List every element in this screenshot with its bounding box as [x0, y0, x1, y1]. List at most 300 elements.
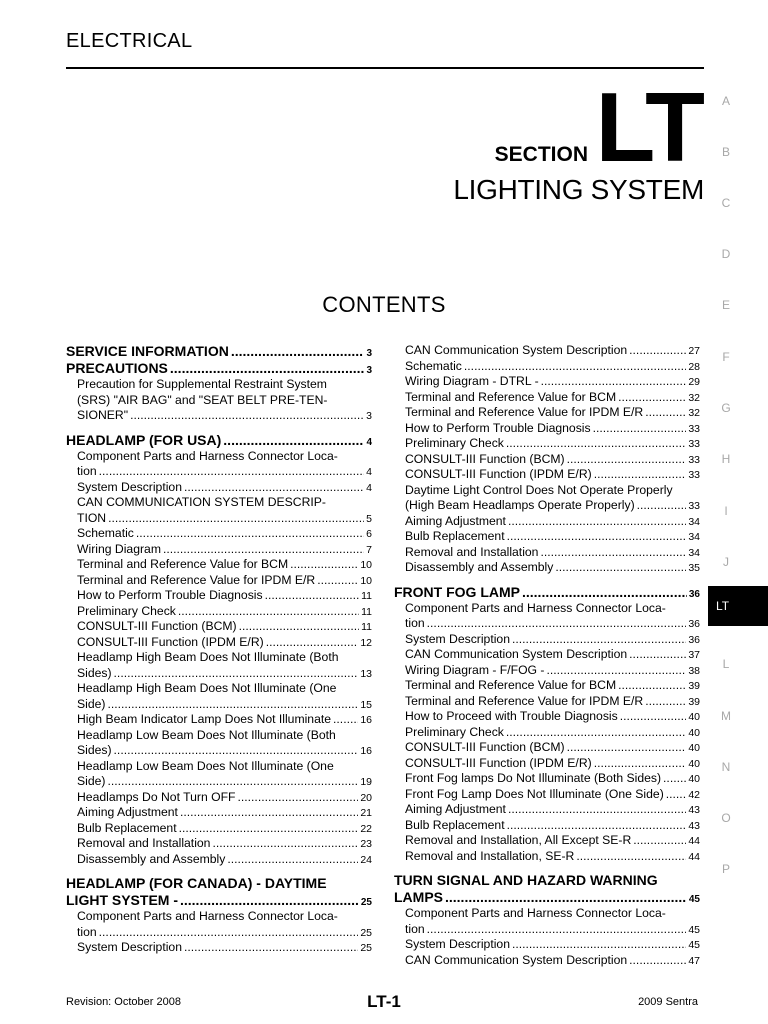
toc-page-number: 19 [360, 776, 372, 788]
toc-entry-line[interactable] [77, 852, 372, 868]
dot-leader [212, 836, 358, 852]
dot-leader [99, 925, 359, 941]
toc-heading-line[interactable] [66, 360, 372, 377]
dot-leader [333, 712, 358, 728]
toc-page-number: 40 [688, 711, 700, 723]
section-code: LT [595, 72, 702, 182]
toc-entry-line[interactable] [77, 821, 372, 837]
toc-page-number: 32 [688, 391, 700, 404]
toc-page-number: 33 [688, 469, 700, 481]
toc-entry-line[interactable] [77, 774, 372, 790]
toc-entry-line[interactable] [77, 377, 372, 393]
toc-entry-text: Aiming Adjustment [77, 805, 178, 819]
toc-entry-line[interactable] [77, 588, 372, 604]
toc-entry-text: CONSULT-III Function (IPDM E/R) [77, 634, 264, 649]
toc-page-number: 45 [688, 894, 700, 905]
toc-entry-text: Preliminary Check [405, 724, 504, 739]
toc-entry-text: TION [77, 510, 107, 525]
footer-revision: Revision: October 2008 [66, 996, 181, 1008]
dot-leader [99, 464, 365, 480]
toc-entry-text: Component Parts and Harness Connector Loca- [405, 600, 666, 615]
toc-entry-text: How to Perform Trouble Diagnosis [77, 588, 263, 602]
toc-entry-text: (High Beam Headlamps Operate Properly) [405, 498, 635, 512]
toc-page-number: 3 [366, 348, 372, 359]
section-tab-active[interactable]: LT [708, 586, 768, 626]
toc-page-number: 47 [688, 954, 700, 967]
toc-page-number: 33 [688, 453, 700, 466]
toc-heading-line[interactable] [394, 584, 700, 601]
dot-leader [512, 937, 686, 953]
toc-entry-text: Terminal and Reference Value for IPDM E/R [405, 405, 644, 419]
toc-entry-text: Headlamp High Beam Does Not Illuminate (One [77, 681, 337, 695]
toc-entry-line[interactable] [405, 436, 700, 452]
toc-page-number: 32 [688, 407, 700, 419]
toc-entry-line[interactable] [405, 529, 700, 545]
section-tab[interactable]: H [721, 452, 731, 466]
dot-leader [179, 821, 359, 837]
toc-page-number: 33 [688, 422, 700, 435]
toc-entry-line[interactable] [77, 619, 372, 635]
dot-leader [512, 632, 686, 648]
toc-page-number: 16 [360, 714, 372, 726]
toc-page-number: 25 [360, 897, 372, 908]
toc-entry-text: LIGHT SYSTEM - [66, 892, 178, 908]
toc-heading-line[interactable] [66, 432, 372, 449]
toc-entry-line[interactable] [405, 709, 700, 725]
toc-page-number: 3 [366, 410, 372, 422]
dot-leader [108, 511, 364, 527]
toc-entry-text: CAN Communication System Description [405, 343, 628, 357]
toc-entry-line[interactable] [405, 390, 700, 406]
dot-leader [567, 452, 687, 468]
toc-entry-line[interactable] [405, 452, 700, 468]
section-tab[interactable]: D [721, 247, 731, 261]
dot-leader [464, 359, 686, 375]
toc-entry-line[interactable] [405, 545, 700, 561]
toc-entry-line[interactable] [405, 725, 700, 741]
toc-entry-line[interactable] [405, 601, 700, 617]
toc-entry-text: Aiming Adjustment [405, 802, 506, 816]
toc-entry-line[interactable] [405, 498, 700, 514]
toc-entry-line[interactable] [77, 526, 372, 542]
toc-entry-text: CONSULT-III Function (IPDM E/R) [405, 755, 592, 770]
toc-entry-text: Disassembly and Assembly [405, 560, 554, 574]
dot-leader [231, 343, 365, 360]
toc-page-number: 36 [688, 618, 700, 630]
toc-page-number: 39 [688, 695, 700, 708]
toc-entry-line[interactable] [77, 925, 372, 941]
toc-entry-line[interactable] [405, 359, 700, 375]
toc-page-number: 45 [688, 923, 700, 936]
toc-entry-text: Precaution for Supplemental Restraint System [77, 377, 327, 391]
toc-entry-text: Preliminary Check [77, 603, 176, 618]
toc-entry-line[interactable] [405, 632, 700, 648]
toc-entry-line[interactable] [77, 604, 372, 620]
toc-entry-text: Front Fog lamps Do Not Illuminate (Both Sides) [405, 771, 662, 785]
section-tab[interactable]: J [723, 555, 729, 569]
toc-page-number: 28 [688, 360, 700, 373]
dot-leader [506, 436, 686, 452]
toc-page-number: 36 [688, 633, 700, 646]
dot-leader [266, 635, 359, 651]
toc-entry-line[interactable] [405, 771, 700, 787]
dot-leader [555, 560, 686, 576]
toc-entry-text: Component Parts and Harness Connector Loca- [77, 448, 338, 463]
toc-page-number: 7 [366, 543, 372, 556]
toc-entry-text: System Description [405, 937, 510, 951]
toc-entry-line[interactable] [77, 712, 372, 728]
toc-page-number: 42 [688, 788, 700, 801]
toc-entry-line[interactable] [77, 480, 372, 496]
toc-entry-line[interactable] [405, 421, 700, 437]
toc-entry-line[interactable] [77, 940, 372, 956]
toc-entry-text: HEADLAMP (FOR CANADA) - DAYTIME [66, 875, 327, 891]
dot-leader [317, 573, 358, 589]
toc-entry-text: Headlamp High Beam Does Not Illuminate (Both [77, 650, 339, 664]
toc-entry-line[interactable] [405, 483, 700, 499]
dot-leader [163, 542, 364, 558]
dot-leader [507, 529, 687, 545]
dot-leader [170, 360, 365, 377]
toc-page-number: 10 [360, 559, 372, 571]
toc-entry-text: Component Parts and Harness Connector Loca- [77, 909, 338, 923]
toc-entry-text: Schematic [405, 358, 462, 373]
toc-entry-text: Headlamp Low Beam Does Not Illuminate (One [77, 758, 334, 773]
toc-entry-text: Removal and Installation [77, 836, 211, 850]
toc-entry-text: Component Parts and Harness Connector Loca- [405, 906, 666, 920]
dot-leader [265, 588, 359, 604]
toc-entry-text: Wiring Diagram - DTRL - [405, 374, 539, 388]
toc-entry-text: Bulb Replacement [405, 529, 505, 543]
toc-page-number: 40 [688, 726, 700, 739]
toc-entry-line[interactable] [405, 514, 700, 530]
toc-entry-text: Aiming Adjustment [405, 513, 506, 528]
toc-entry-text: HEADLAMP (FOR USA) [66, 431, 222, 448]
toc-page-number: 6 [366, 528, 372, 540]
toc-entry-line[interactable] [77, 408, 372, 424]
section-tab[interactable]: L [722, 657, 730, 671]
toc-page-number: 27 [688, 345, 700, 357]
dot-leader [508, 514, 686, 530]
dot-leader [107, 697, 358, 713]
toc-entry-line[interactable] [77, 697, 372, 713]
toc-entry-line[interactable] [77, 511, 372, 527]
section-label: SECTION [494, 143, 588, 166]
toc-entry-text: tion [405, 921, 425, 936]
dot-leader [507, 818, 687, 834]
toc-entry-line[interactable] [405, 467, 700, 483]
toc-page-number: 15 [360, 698, 372, 711]
toc-page-number: 24 [360, 853, 372, 866]
toc-entry-line[interactable] [405, 616, 700, 632]
footer-page-number: LT-1 [367, 992, 401, 1011]
toc-entry-line[interactable] [77, 495, 372, 511]
dot-leader [223, 432, 364, 449]
dot-leader [546, 663, 686, 679]
dot-leader [594, 756, 687, 772]
toc-page-number: 4 [366, 436, 372, 448]
dot-leader [620, 709, 687, 725]
dot-leader [645, 405, 686, 421]
toc-page-number: 25 [360, 926, 372, 939]
toc-page-number: 40 [688, 742, 700, 754]
toc-entry-line[interactable] [77, 542, 372, 558]
toc-entry-text: CONSULT-III Function (BCM) [405, 451, 565, 466]
toc-entry-text: Schematic [77, 526, 134, 540]
dot-leader [184, 480, 364, 496]
toc-entry-line[interactable] [405, 405, 700, 421]
toc-entry-text: Bulb Replacement [77, 820, 177, 835]
toc-page-number: 34 [688, 546, 700, 559]
toc-entry-text: System Description [77, 940, 182, 954]
toc-entry-text: TURN SIGNAL AND HAZARD WARNING [394, 872, 658, 888]
dot-leader [114, 666, 359, 682]
dot-leader [629, 647, 686, 663]
toc-page-number: 20 [360, 791, 372, 804]
toc-page-number: 11 [361, 590, 372, 602]
section-tab[interactable]: I [724, 504, 728, 518]
section-tab[interactable]: O [721, 811, 731, 825]
toc-entry-line[interactable] [77, 650, 372, 666]
dot-leader [180, 805, 358, 821]
dot-leader [445, 889, 687, 906]
toc-page-number: 33 [688, 500, 700, 512]
toc-entry-line[interactable] [77, 449, 372, 465]
toc-page-number: 36 [688, 588, 700, 600]
toc-entry-line[interactable] [77, 635, 372, 651]
section-tab[interactable]: B [721, 145, 730, 159]
toc-entry-text: Headlamps Do Not Turn OFF [77, 789, 236, 804]
toc-page-number: 13 [360, 667, 372, 680]
toc-entry-line[interactable] [405, 756, 700, 772]
toc-entry-text: Wiring Diagram - F/FOG - [405, 662, 545, 677]
toc-entry-line[interactable] [405, 740, 700, 756]
toc-entry-line[interactable] [77, 464, 372, 480]
toc-entry-text: SERVICE INFORMATION [66, 343, 229, 359]
toc-page-number: 11 [361, 621, 372, 633]
toc-entry-line[interactable] [77, 557, 372, 573]
toc-entry-line[interactable] [405, 663, 700, 679]
toc-entry-line[interactable] [405, 678, 700, 694]
toc-entry-line[interactable] [77, 393, 372, 409]
dot-leader [114, 743, 359, 759]
dot-leader [427, 922, 687, 938]
section-tab[interactable]: F [722, 350, 730, 364]
toc-entry-text: CONSULT-III Function (IPDM E/R) [405, 467, 592, 481]
toc-entry-line[interactable] [405, 818, 700, 834]
toc-entry-line[interactable] [77, 743, 372, 759]
toc-entry-text: Preliminary Check [405, 436, 504, 450]
toc-page-number: 29 [688, 376, 700, 388]
toc-heading-line[interactable] [66, 892, 372, 909]
toc-page-number: 39 [688, 680, 700, 692]
toc-entry-text: Terminal and Reference Value for BCM [77, 557, 289, 571]
toc-entry-text: CAN Communication System Description [405, 952, 628, 967]
toc-page-number: 40 [688, 757, 700, 770]
toc-entry-text: tion [77, 464, 97, 478]
toc-page-number: 3 [366, 365, 372, 376]
toc-heading-line[interactable] [66, 343, 372, 360]
toc-entry-text: tion [405, 616, 425, 630]
section-tab[interactable]: N [721, 760, 731, 774]
section-tab[interactable]: C [721, 196, 731, 210]
toc-entry-text: Front Fog Lamp Does Not Illuminate (One Side) [405, 786, 664, 801]
toc-entry-text: Terminal and Reference Value for BCM [405, 389, 617, 404]
toc-page-number: 43 [688, 804, 700, 816]
toc-entry-text: CONSULT-III Function (BCM) [405, 740, 565, 754]
dot-leader [645, 694, 686, 710]
toc-entry-line[interactable] [77, 573, 372, 589]
dot-leader [629, 343, 686, 359]
toc-entry-text: System Description [405, 631, 510, 646]
toc-entry-line[interactable] [77, 759, 372, 775]
toc-entry-text: Terminal and Reference Value for BCM [405, 678, 617, 692]
toc-entry-text: Daytime Light Control Does Not Operate Properly [405, 482, 673, 497]
toc-page-number: 33 [688, 438, 700, 450]
toc-entry-line[interactable] [405, 560, 700, 576]
toc-entry-line[interactable] [77, 909, 372, 925]
toc-entry-line[interactable] [77, 805, 372, 821]
dot-leader [663, 771, 686, 787]
toc-page-number: 44 [688, 850, 700, 863]
toc-entry-line[interactable] [405, 937, 700, 953]
toc-entry-line[interactable] [405, 647, 700, 663]
toc-entry-text: CAN Communication System Description [405, 647, 628, 661]
dot-leader [227, 852, 358, 868]
dot-leader [637, 498, 687, 514]
dot-leader [180, 892, 359, 909]
toc-entry-line[interactable] [77, 790, 372, 806]
dot-leader [666, 787, 687, 803]
toc-entry-text: Removal and Installation, All Except SE-R [405, 833, 632, 847]
toc-page-number: 21 [360, 807, 372, 819]
toc-entry-text: PRECAUTIONS [66, 360, 168, 376]
toc-entry-line[interactable] [77, 728, 372, 744]
toc-entry-text: Terminal and Reference Value for IPDM E/R [405, 693, 644, 708]
dot-leader [540, 545, 686, 561]
toc-page-number: 11 [361, 605, 372, 618]
toc-entry-line[interactable] [405, 906, 700, 922]
dot-leader [238, 790, 359, 806]
toc-entry-text: Sides) [77, 665, 112, 680]
toc-entry-line[interactable] [405, 833, 700, 849]
toc-entry-line[interactable] [405, 953, 700, 969]
header-title: ELECTRICAL [66, 30, 193, 52]
toc-entry-text: Removal and Installation, SE-R [405, 848, 575, 863]
section-tab[interactable]: G [721, 401, 731, 415]
toc-page-number: 22 [360, 822, 372, 835]
toc-page-number: 34 [688, 531, 700, 543]
toc-entry-line[interactable] [405, 343, 700, 359]
toc-entry-text: CONSULT-III Function (BCM) [77, 619, 237, 633]
dot-leader [541, 374, 687, 390]
dot-leader [618, 390, 686, 406]
toc-heading-line[interactable] [394, 872, 700, 889]
toc-page-number: 25 [360, 942, 372, 954]
dot-leader [130, 408, 364, 424]
toc-entry-line[interactable] [405, 922, 700, 938]
toc-entry-text: High Beam Indicator Lamp Does Not Illuminate [77, 712, 332, 726]
toc-entry-line[interactable] [77, 666, 372, 682]
toc-entry-line[interactable] [405, 694, 700, 710]
dot-leader [107, 774, 358, 790]
toc-entry-text: Sides) [77, 743, 112, 757]
dot-leader [239, 619, 360, 635]
toc-page-number: 35 [688, 562, 700, 574]
dot-leader [594, 467, 687, 483]
toc-entry-line[interactable] [405, 849, 700, 865]
toc-entry-text: System Description [77, 479, 182, 494]
toc-entry-text: (SRS) "AIR BAG" and "SEAT BELT PRE-TEN- [77, 392, 328, 407]
toc-page-number: 38 [688, 664, 700, 677]
toc-entry-line[interactable] [405, 787, 700, 803]
dot-leader [633, 833, 686, 849]
section-title: LIGHTING SYSTEM [453, 174, 704, 205]
toc-entry-text: Wiring Diagram [77, 541, 161, 556]
dot-leader [522, 584, 687, 601]
dot-leader [427, 616, 687, 632]
dot-leader [576, 849, 686, 865]
section-tab[interactable]: P [721, 862, 730, 876]
toc-entry-text: Side) [77, 774, 106, 788]
toc-page-number: 16 [360, 745, 372, 757]
section-tab[interactable]: E [721, 298, 730, 312]
toc-entry-text: Removal and Installation [405, 544, 539, 559]
toc-page-number: 43 [688, 819, 700, 832]
dot-leader [593, 421, 687, 437]
dot-leader [508, 802, 686, 818]
toc-page-number: 44 [688, 835, 700, 847]
toc-page-number: 34 [688, 515, 700, 528]
toc-entry-text: Terminal and Reference Value for IPDM E/R [77, 572, 316, 587]
toc-entry-text: CAN COMMUNICATION SYSTEM DESCRIP- [77, 495, 326, 509]
dot-leader [184, 940, 358, 956]
header-rule [66, 67, 704, 69]
toc-page-number: 37 [688, 649, 700, 661]
dot-leader [506, 725, 686, 741]
toc-page-number: 23 [360, 838, 372, 850]
toc-entry-line[interactable] [77, 836, 372, 852]
toc-entry-text: SIONER" [77, 408, 129, 422]
toc-page-number: 12 [360, 636, 372, 649]
dot-leader [178, 604, 359, 620]
toc-entry-line[interactable] [77, 681, 372, 697]
toc-page-number: 40 [688, 773, 700, 785]
toc-entry-text: Side) [77, 696, 106, 711]
dot-leader [629, 953, 686, 969]
toc-page-number: 4 [366, 466, 372, 478]
toc-heading-line[interactable] [66, 875, 372, 892]
toc-entry-line[interactable] [405, 802, 700, 818]
toc-entry-text: How to Proceed with Trouble Diagnosis [405, 709, 618, 723]
toc-page-number: 4 [366, 481, 372, 494]
toc-page-number: 5 [366, 512, 372, 525]
toc-heading-line[interactable] [394, 889, 700, 906]
toc-entry-text: tion [77, 924, 97, 939]
section-tab[interactable]: A [721, 94, 730, 108]
toc-entry-text: LAMPS [394, 889, 443, 905]
toc-entry-text: Headlamp Low Beam Does Not Illuminate (Both [77, 727, 336, 742]
dot-leader [290, 557, 358, 573]
section-tab[interactable]: M [721, 709, 731, 723]
dot-leader [618, 678, 686, 694]
toc-entry-line[interactable] [405, 374, 700, 390]
footer-model: 2009 Sentra [638, 996, 698, 1008]
toc-entry-text: Bulb Replacement [405, 817, 505, 832]
contents-heading: CONTENTS [322, 292, 446, 317]
dot-leader [136, 526, 364, 542]
toc-entry-text: FRONT FOG LAMP [394, 583, 520, 600]
